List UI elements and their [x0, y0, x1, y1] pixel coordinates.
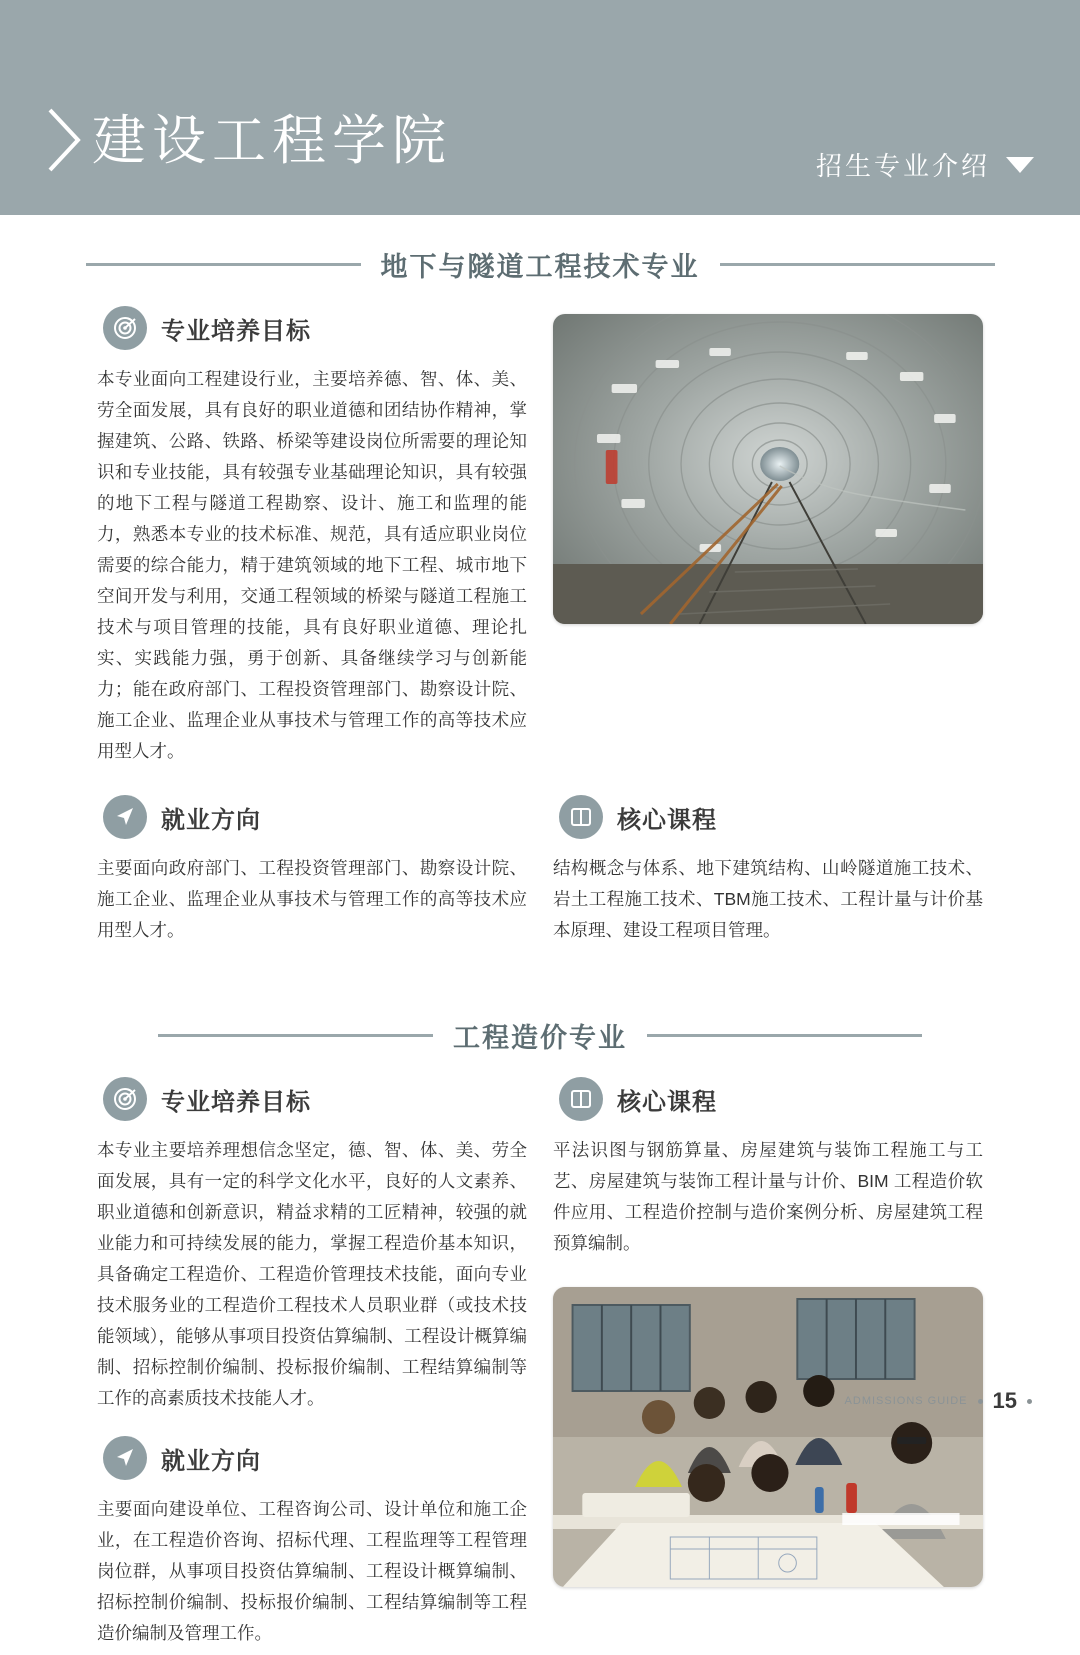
- section-1-employment-column: [97, 773, 527, 952]
- section-label: 招生专业介绍: [815, 151, 990, 181]
- goal-paragraph: 本专业面向工程建设行业，主要培养德、智、体、美、劳全面发展，具有良好的职业道德和团结协作精神，掌握建筑、公路、铁路、桥梁等建设岗位所需要的理论知识和专业技能，具有较强专业基础理论知识，具有较强的地下工程与隧道工程勘察、设计、施工和监理的能力，熟悉本专业的技术标准、规范，具有适应职业岗位需要的综合能力，精于建筑领域的地下工程、城市地下空间开发与利用，交通工程领域的桥梁与隧道工程施工技术与项目管理的技能，具有良好职业道德、理论扎实、实践能力强，勇于创新、具备继续学习与创新能力；能在政府部门、工程投资管理部门、勘察设计院、施工企业、监理企业从事技术与管理工作的高等技术应用型人才。: [97, 369, 527, 761]
- page-number: 15: [992, 1388, 1017, 1413]
- block-title-courses-2: [559, 1077, 983, 1121]
- rule-left: [158, 1034, 433, 1037]
- chevron-right-icon: [44, 104, 86, 176]
- section-2-row-1: [0, 1055, 1080, 1655]
- page-body: [0, 215, 1080, 1643]
- block-heading: 专业培养目标: [161, 317, 311, 345]
- block-title-employment-1: [103, 795, 527, 839]
- tunnel-interior-photo: [553, 314, 983, 624]
- target-icon: [103, 306, 147, 350]
- block-heading: 专业培养目标: [161, 1088, 311, 1116]
- rule-right: [647, 1034, 922, 1037]
- goal-paragraph: 本专业主要培养理想信念坚定，德、智、体、美、劳全面发展，具有一定的科学文化水平，良好的人文素养、职业道德和创新意识，精益求精的工匠精神，较强的就业能力和可持续发展的能力，掌握工程造价基本知识，具备确定工程造价、工程造价管理技术技能，面向专业技术服务业的工程造价工程技术人员职业群（或技术技能领域），能够从事项目投资估算编制、工程设计概算编制、招标控制价编制、投标报价编制、工程结算编制等工作的高素质技术技能人才。: [97, 1140, 527, 1408]
- block-title-goal-1: [103, 306, 527, 350]
- employment-paragraph: 主要面向政府部门、工程投资管理部门、勘察设计院、施工企业、监理企业从事技术与管理工作的高等技术应用型人才。: [97, 858, 527, 940]
- page-title: 建设工程学院: [92, 111, 452, 171]
- section-1-courses-column: [553, 773, 983, 952]
- block-title-goal-2: [103, 1077, 527, 1121]
- rule-left: [86, 263, 361, 266]
- book-icon: [559, 1077, 603, 1121]
- employment-paragraph: 主要面向建设单位、工程咨询公司、设计单位和施工企业，在工程造价咨询、招标代理、工程监理等工程管理岗位群，从事项目投资估算编制、工程设计概算编制、招标控制价编制、投标报价编制、工程结算编制等工程造价编制及管理工作。: [97, 1499, 527, 1643]
- section-1-photo-column: [553, 284, 983, 773]
- triangle-down-icon[interactable]: [1006, 157, 1034, 173]
- section-2-goal-column: [97, 1055, 527, 1655]
- target-icon: [103, 1077, 147, 1121]
- students-drafting-classroom-photo: [553, 1287, 983, 1587]
- footer-label: ADMISSIONS GUIDE: [844, 1395, 968, 1407]
- block-heading: 就业方向: [161, 1447, 261, 1475]
- footer-dot-right: [1027, 1399, 1032, 1404]
- block-heading: 核心课程: [617, 806, 717, 834]
- block-heading: 就业方向: [161, 806, 261, 834]
- footer-dot-left: [978, 1399, 983, 1404]
- page-footer: [845, 1388, 1032, 1414]
- navigation-arrow-icon: [103, 795, 147, 839]
- section-title: 工程造价专业: [453, 1023, 627, 1053]
- section-heading-1: [0, 245, 1080, 284]
- section-1-goal-column: [97, 284, 527, 773]
- rule-right: [720, 263, 995, 266]
- section-2-right-column: [553, 1055, 983, 1655]
- block-heading: 核心课程: [617, 1088, 717, 1116]
- block-title-employment-2: [103, 1436, 527, 1480]
- book-icon: [559, 795, 603, 839]
- section-1-row-2: [0, 773, 1080, 952]
- navigation-arrow-icon: [103, 1436, 147, 1480]
- block-title-courses-1: [559, 795, 983, 839]
- section-title: 地下与隧道工程技术专业: [380, 252, 700, 282]
- section-1-row-1: [0, 284, 1080, 773]
- courses-paragraph: 平法识图与钢筋算量、房屋建筑与装饰工程施工与工艺、房屋建筑与装饰工程计量与计价、BIM 工程造价软件应用、工程造价控制与造价案例分析、房屋建筑工程预算编制。: [553, 1140, 983, 1253]
- section-heading-2: [0, 1016, 1080, 1055]
- header-right-group[interactable]: [816, 146, 1034, 183]
- page-header: [0, 0, 1080, 215]
- courses-paragraph: 结构概念与体系、地下建筑结构、山岭隧道施工技术、岩土工程施工技术、TBM施工技术、工程计量与计价基本原理、建设工程项目管理。: [553, 858, 983, 940]
